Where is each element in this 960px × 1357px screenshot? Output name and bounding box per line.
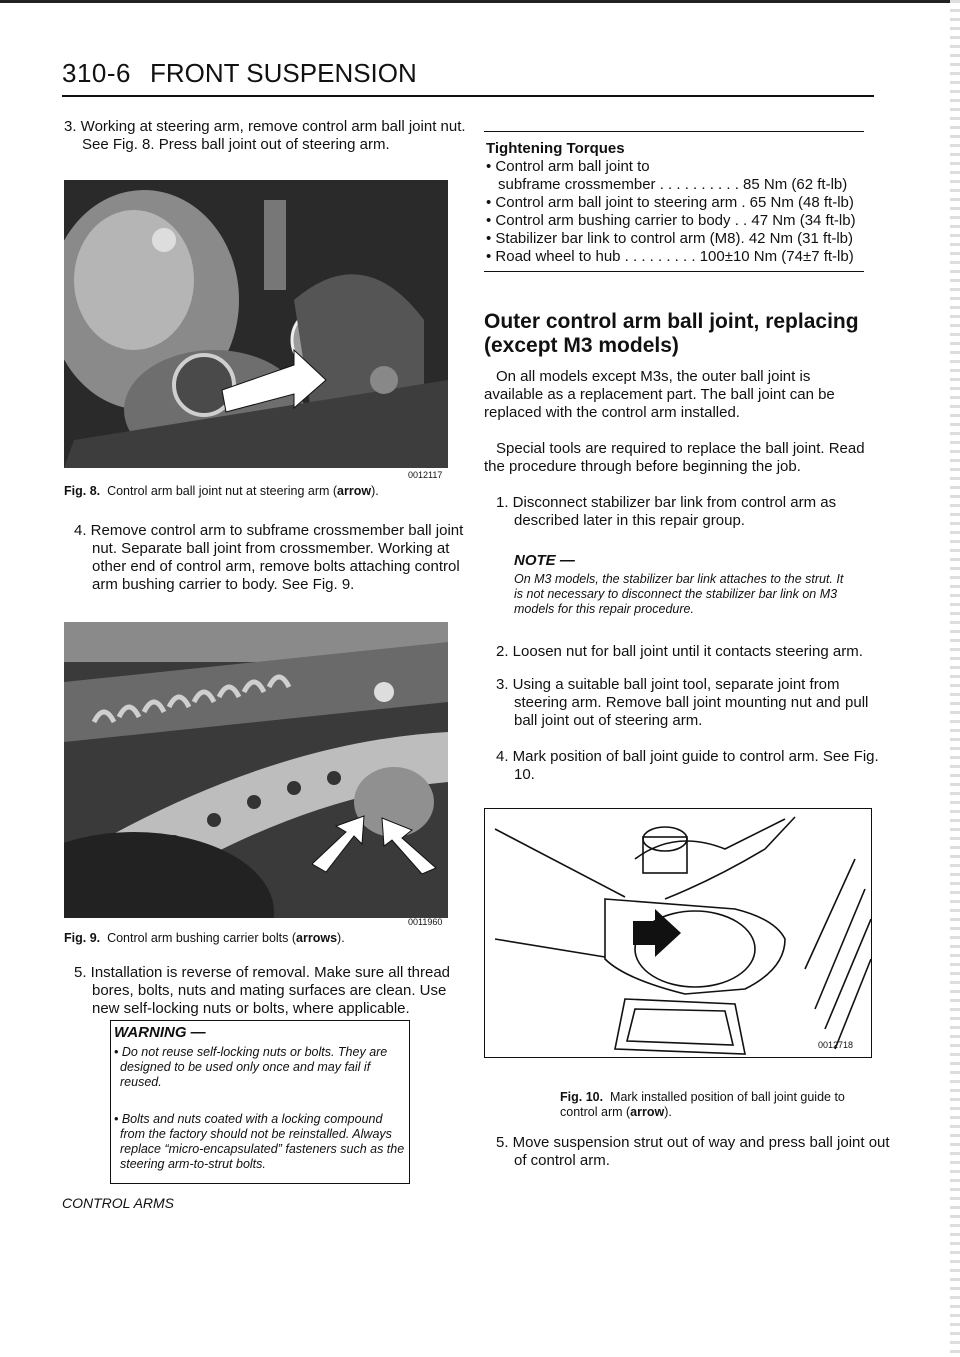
note-title: NOTE —	[514, 552, 575, 569]
right-step-3: 3. Using a suitable ball joint tool, separate joint from steering arm. Remove ball joint mounting nut and pull ball joint out of steering arm.	[496, 676, 869, 729]
torque-top-rule	[484, 131, 864, 132]
fig9-caption-text: Control arm bushing carrier bolts (	[107, 931, 297, 945]
fig10-caption-text: Mark installed position of ball joint guide to control arm (	[560, 1090, 845, 1119]
para-2: Special tools are required to replace the ball joint. Read the procedure through before beginning the job.	[484, 440, 865, 475]
torque-row-1a: • Control arm ball joint to	[486, 158, 650, 175]
left-step-5: 5. Installation is reverse of removal. Make sure all thread bores, bolts, nuts and mating surfaces are clean. Use new self-locking nuts or bolts, where applicable.	[74, 964, 451, 1017]
footer-section: CONTROL ARMS	[62, 1195, 175, 1211]
fig8-caption-text: Control arm ball joint nut at steering arm (	[107, 484, 338, 498]
fig10-arrow	[633, 909, 681, 957]
fig9-photo	[64, 622, 448, 918]
page-number: 310-6	[62, 58, 131, 88]
fig9-illustration	[64, 622, 448, 918]
fig8-photo	[64, 180, 448, 468]
fig8-label: Fig. 8.	[64, 484, 101, 498]
section-heading-line-2: (except M3 models)	[484, 334, 679, 357]
fig10-illustration	[485, 809, 871, 1057]
right-step-2: 2. Loosen nut for ball joint until it contacts steering arm.	[496, 643, 863, 660]
torque-bottom-rule	[484, 271, 864, 272]
warning-item-1: • Do not reuse self-locking nuts or bolts. They are designed to be used only once and may fail if reused.	[114, 1045, 388, 1089]
fig8-caption-end: ).	[371, 484, 379, 498]
torque-row-2: • Control arm ball joint to steering arm . 65 Nm (48 ft-lb)	[486, 194, 854, 211]
fig9-caption	[64, 931, 454, 946]
fig9-code: 0011960	[408, 917, 443, 927]
torque-row-4: • Stabilizer bar link to control arm (M8). 42 Nm (31 ft-lb)	[486, 230, 854, 247]
right-step-5: 5. Move suspension strut out of way and press ball joint out of control arm.	[496, 1134, 890, 1169]
fig10-caption	[560, 1090, 870, 1120]
left-step-4: 4. Remove control arm to subframe crossmember ball joint nut. Separate ball joint from crossmember. Working at other end of control arm, remove bolts attaching control arm bushing carrier to body. See Fig. 9.	[74, 522, 464, 593]
note-text: On M3 models, the stabilizer bar link attaches to the strut. It is not necessary to disconnect the stabilizer bar link on M3 models for this repair procedure.	[514, 572, 844, 616]
fig8-caption	[64, 484, 454, 499]
warning-item-2: • Bolts and nuts coated with a locking compound from the factory should not be reinstalled. Always replace “micro-encapsulated” fasteners such as the steering arm-to-strut bolts.	[114, 1112, 405, 1171]
para-1: On all models except M3s, the outer ball joint is available as a replacement part. The ball joint can be replaced with the control arm installed.	[484, 368, 835, 421]
fig10-drawing	[484, 808, 872, 1058]
section-title: FRONT SUSPENSION	[150, 58, 417, 88]
scan-edge	[950, 0, 960, 1357]
right-step-1: 1. Disconnect stabilizer bar link from control arm as described later in this repair group.	[496, 494, 837, 529]
fig10-caption-end: ).	[664, 1105, 672, 1119]
torque-title: Tightening Torques	[486, 140, 625, 157]
right-step-4: 4. Mark position of ball joint guide to control arm. See Fig. 10.	[496, 748, 879, 783]
section-heading-line-1: Outer control arm ball joint, replacing	[484, 310, 859, 333]
fig8-code: 0012117	[408, 470, 443, 480]
fig9-label: Fig. 9.	[64, 931, 101, 945]
fig9-caption-end: ).	[337, 931, 345, 945]
left-step-3: 3. Working at steering arm, remove control arm ball joint nut. See Fig. 8. Press ball joint out of steering arm.	[64, 118, 466, 153]
torque-row-1b: subframe crossmember . . . . . . . . . . 85 Nm (62 ft-lb)	[498, 176, 848, 193]
torque-row-3: • Control arm bushing carrier to body . . 47 Nm (34 ft-lb)	[486, 212, 856, 229]
fig10-caption-bold: arrow	[630, 1105, 665, 1119]
fig9-caption-bold: arrows	[296, 931, 338, 945]
fig10-code: 0012718	[818, 1040, 854, 1050]
fig8-caption-bold: arrow	[337, 484, 372, 498]
top-border	[0, 0, 960, 3]
fig10-label: Fig. 10.	[560, 1090, 604, 1104]
warning-title: WARNING —	[114, 1024, 206, 1041]
fig8-illustration	[64, 180, 448, 468]
torque-row-5: • Road wheel to hub . . . . . . . . . 100±10 Nm (74±7 ft-lb)	[486, 248, 854, 265]
header-rule	[62, 95, 874, 97]
